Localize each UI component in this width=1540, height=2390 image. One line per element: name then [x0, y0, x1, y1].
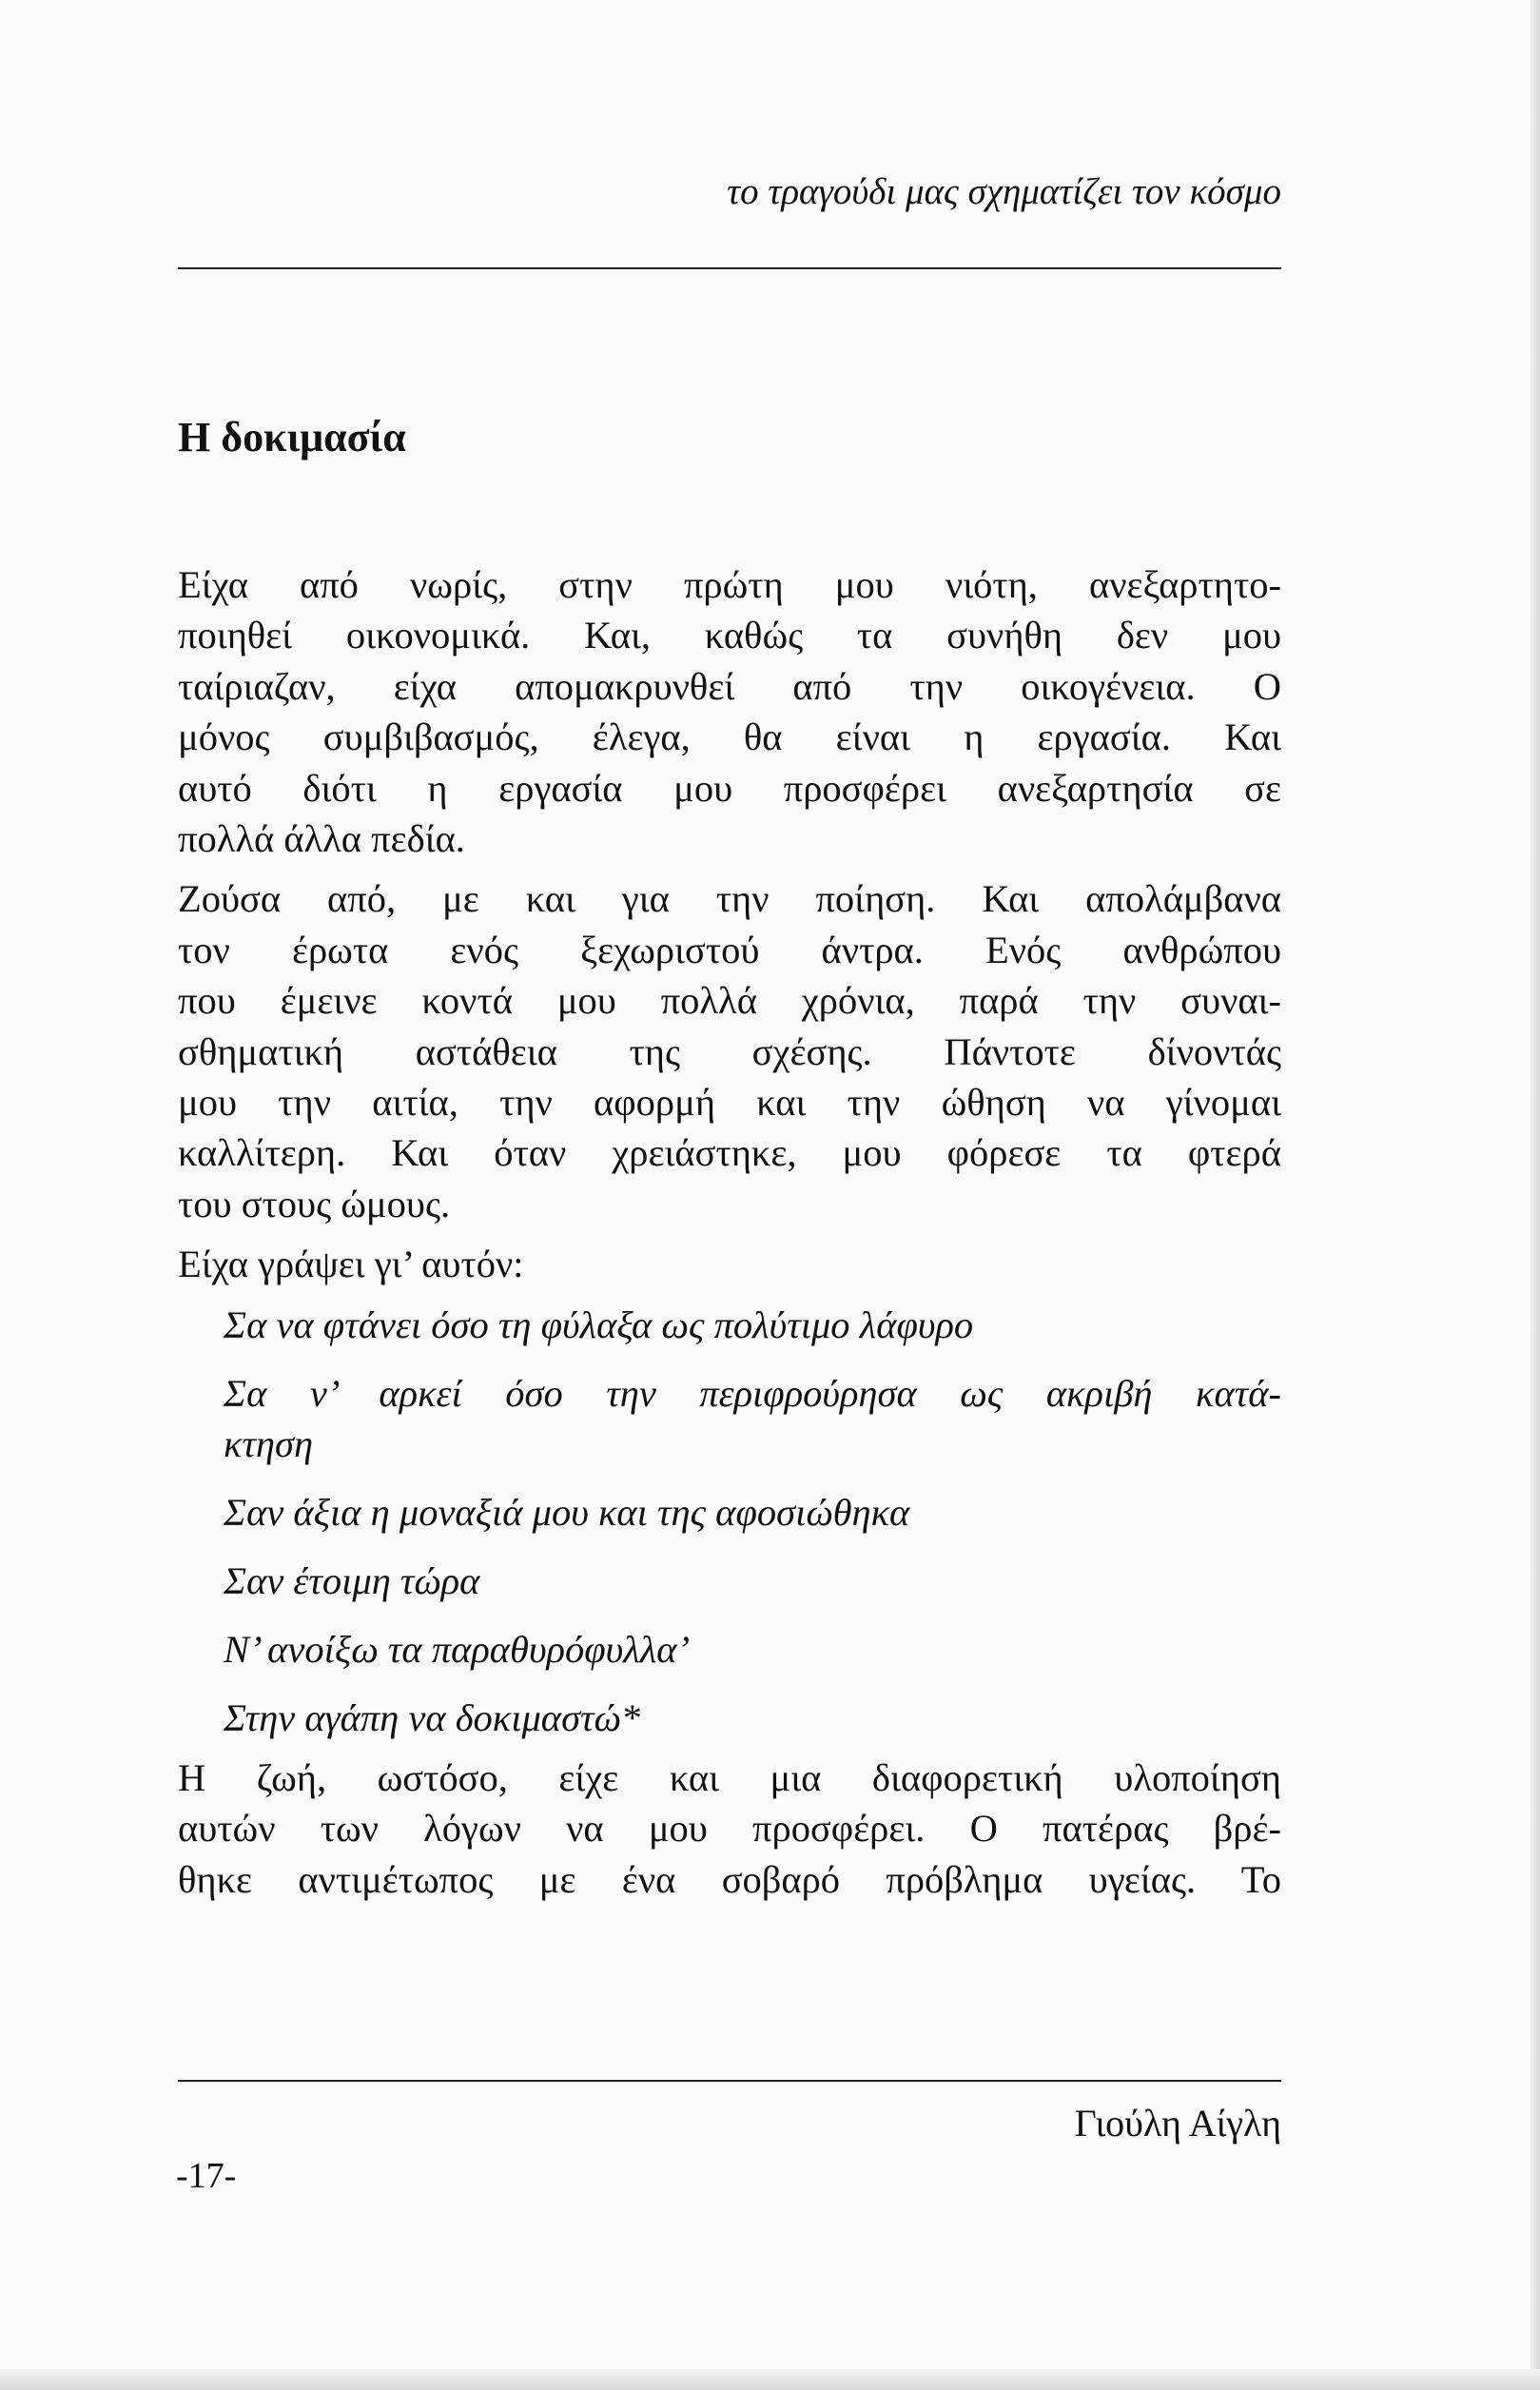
- text-line: του στους ώμους.: [178, 1182, 451, 1225]
- verse-line: Στην αγάπη να δοκιμαστώ*: [224, 1695, 641, 1739]
- text-line: ταίριαζαν, είχα απομακρυνθεί από την οικογένεια. Ο: [178, 664, 1281, 708]
- text-line: καλλίτερη. Και όταν χρειάστηκε, μου φόρεσε τα φτερά: [178, 1131, 1281, 1175]
- text-line: Ζούσα από, με και για την ποίηση. Και απολάμβανα: [178, 877, 1281, 921]
- author-name: Γιούλη Αίγλη: [1074, 2102, 1281, 2145]
- verse-line: Σαν άξια η μοναξιά μου και της αφοσιώθηκα: [224, 1490, 910, 1534]
- page-edge-shadow: [1530, 0, 1540, 2390]
- paragraph-2: [178, 873, 1281, 1229]
- verse-line: Σαν έτοιμη τώρα: [224, 1558, 480, 1602]
- text-line: Είχα γράψει γι’ αυτόν:: [178, 1243, 524, 1286]
- paragraph-1: [178, 559, 1281, 864]
- verse-line: [224, 1368, 1281, 1469]
- text-line: θηκε αντιμέτωπος με ένα σοβαρό πρόβλημα υγείας. Το: [178, 1857, 1281, 1901]
- text-line: Η ζωή, ωστόσο, είχε και μια διαφορετική υλοποίηση: [178, 1755, 1281, 1799]
- body-text: [178, 559, 1281, 1914]
- text-line: τον έρωτα ενός ξεχωριστού άντρα. Ενός ανθρώπου: [178, 928, 1281, 971]
- header-rule: [178, 267, 1281, 269]
- text-line: που έμεινε κοντά μου πολλά χρόνια, παρά την συναι-: [178, 979, 1281, 1023]
- verse-line: Ν’ ανοίξω τα παραθυρόφυλλα’: [224, 1627, 691, 1671]
- poem-quote: [178, 1300, 1281, 1743]
- verse-line-part: κτηση: [224, 1421, 314, 1465]
- footer-rule: [178, 2080, 1281, 2082]
- paragraph-3: [178, 1239, 1281, 1289]
- text-line: μου την αιτία, την αφορμή και την ώθηση να γίνομαι: [178, 1081, 1281, 1125]
- running-header: το τραγούδι μας σχηματίζει τον κόσμο: [727, 171, 1281, 212]
- chapter-title: Η δοκιμασία: [178, 414, 406, 460]
- text-line: αυτό διότι η εργασία μου προσφέρει ανεξαρτησία σε: [178, 766, 1281, 810]
- text-line: ποιηθεί οικονομικά. Και, καθώς τα συνήθη δεν μου: [178, 614, 1281, 657]
- text-line: σθηματική αστάθεια της σχέσης. Πάντοτε δίνοντάς: [178, 1029, 1281, 1073]
- page-number: -17-: [176, 2156, 237, 2196]
- text-line: πολλά άλλα πεδία.: [178, 817, 465, 861]
- verse-line-part: Σα ν’ αρκεί όσο την περιφρούρησα ως ακριβή κατά-: [224, 1371, 1281, 1415]
- text-line: αυτών των λόγων να μου προσφέρει. Ο πατέρας βρέ-: [178, 1807, 1281, 1851]
- page-bottom-shadow: [0, 2369, 1540, 2390]
- text-line: μόνος συμβιβασμός, έλεγα, θα είναι η εργασία. Και: [178, 715, 1281, 759]
- text-line: Είχα από νωρίς, στην πρώτη μου νιότη, ανεξαρτητο-: [178, 563, 1281, 606]
- verse-line: Σα να φτάνει όσο τη φύλαξα ως πολύτιμο λάφυρο: [224, 1303, 974, 1346]
- paragraph-4: [178, 1753, 1281, 1905]
